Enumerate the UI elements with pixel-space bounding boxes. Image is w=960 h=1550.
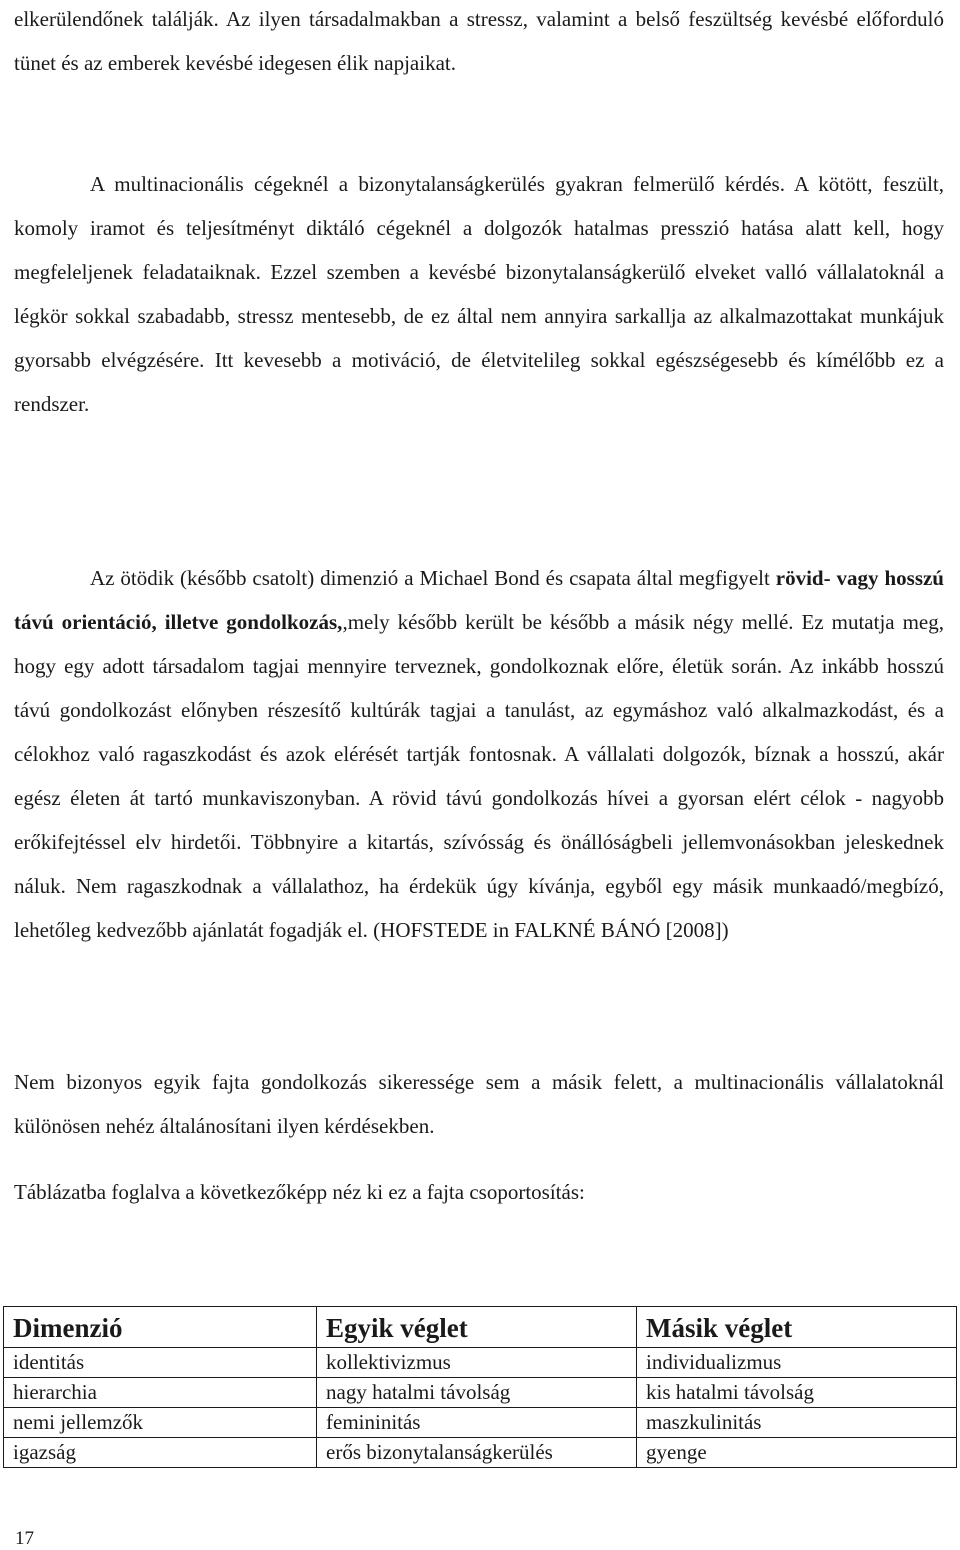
table-cell: hierarchia (4, 1378, 317, 1408)
table-cell: nemi jellemzők (4, 1408, 317, 1438)
table-cell: gyenge (637, 1438, 957, 1468)
dimension-table (3, 1306, 957, 1468)
table-cell: maszkulinitás (637, 1408, 957, 1438)
paragraph-multinational-uncertainty: A multinacionális cégeknél a bizonytalanságkerülés gyakran felmerülő kérdés. A kötött, feszült, komoly iramot és teljesítményt diktáló cégeknél a dolgozók hatalmas presszió hatása alatt kell, hogy megfeleljenek feladataiknak. Ezzel szemben a kevésbé bizonytalanságkerülő elveket valló vállalatoknál a légkör sokkal szabadabb, stressz mentesebb, de ez által nem annyira sarkallja az alkalmazottakat munkájuk gyorsabb elvégzésére. Itt kevesebb a motiváció, de életvitelileg sokkal egészségesebb és kímélőbb ez a rendszer. (14, 172, 944, 416)
table-row (4, 1378, 957, 1408)
table-cell: identitás (4, 1348, 317, 1378)
table-cell: femininitás (317, 1408, 637, 1438)
page-number: 17 (15, 1528, 34, 1549)
table-row (4, 1408, 957, 1438)
paragraph-fifth-dimension-intro: Az ötödik (később csatolt) dimenzió a Michael Bond és csapata által megfigyelt (90, 566, 770, 590)
table-row (4, 1438, 957, 1468)
table-header-row (4, 1307, 957, 1348)
paragraph-no-superiority: Nem bizonyos egyik fajta gondolkozás sikeressége sem a másik felett, a multinacionális vállalatoknál különösen nehéz általánosítani ilyen kérdésekben. (14, 1070, 944, 1138)
table-cell: erős bizonytalanságkerülés (317, 1438, 637, 1468)
orientation-term: rövid- vagy hosszú távú orientáció, illetve gondolkozás, (14, 566, 944, 634)
table-row (4, 1348, 957, 1378)
paragraph-fifth-dimension-body: ,mely később került be később a másik négy mellé. Ez mutatja meg, hogy egy adott társadalom tagjai mennyire terveznek, gondolkoznak előre, életük során. Az inkább hosszú távú gondolkozást előnyben részesítő kultúrák tagjai a tanulást, az egymáshoz való alkalmazkodást, és a célokhoz való ragaszkodást és azok elérését tartják fontosnak. A vállalati dolgozók, bíznak a hosszú, akár egész életen át tartó munkaviszonyban. A rövid távú gondolkozás hívei a gyorsan elért célok - nagyobb erőkifejtéssel elv hirdetői. Többnyire a kitartás, szívósság és önállóságbeli jellemvonásokban jeleskednek náluk. Nem ragaszkodnak a vállalathoz, ha érdekük úgy kívánja, egyből egy másik munkaadó/megbízó, lehetőleg kedvezőbb ajánlatát fogadják el. (HOFSTEDE in FALKNÉ BÁNÓ [2008]) (14, 610, 945, 942)
paragraph-table-intro: Táblázatba foglalva a következőképp néz ki ez a fajta csoportosítás: (14, 1180, 585, 1204)
table-cell: kis hatalmi távolság (637, 1378, 957, 1408)
table-header-cell: Másik véglet (637, 1307, 957, 1348)
table-header-cell: Dimenzió (4, 1307, 317, 1348)
paragraph-stress: elkerülendőnek találják. Az ilyen társadalmakban a stressz, valamint a belső feszültség kevésbé előforduló tünet és az emberek kevésbé idegesen élik napjaikat. (14, 7, 944, 75)
table-cell: igazság (4, 1438, 317, 1468)
table-header-cell: Egyik véglet (317, 1307, 637, 1348)
table-cell: individualizmus (637, 1348, 957, 1378)
paragraph-fifth-dimension (14, 556, 944, 952)
table-cell: nagy hatalmi távolság (317, 1378, 637, 1408)
table-cell: kollektivizmus (317, 1348, 637, 1378)
